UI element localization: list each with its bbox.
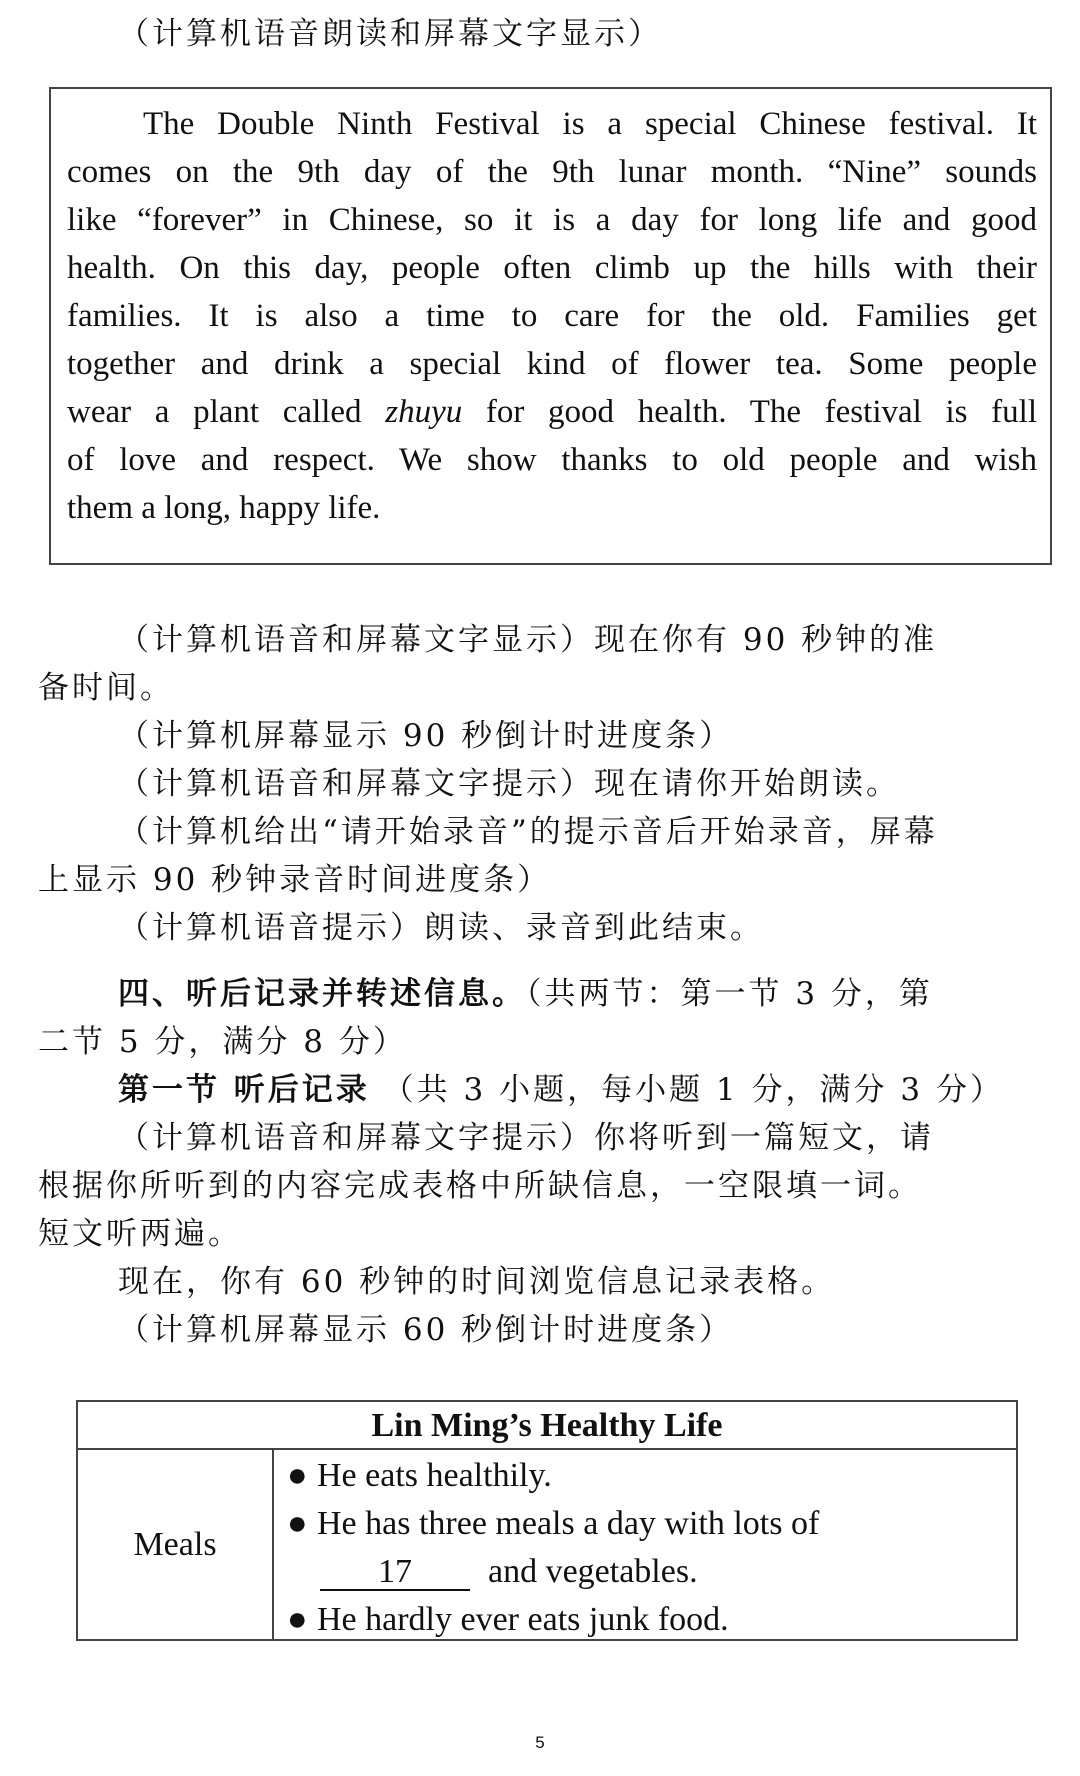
table-title: Lin Ming’s Healthy Life (78, 1402, 1016, 1450)
table-divider (272, 1450, 274, 1639)
passage-text: for good health. The festival is full (462, 394, 1037, 430)
page-number: 5 (535, 1733, 545, 1752)
passage-line: of love and respect. We show thanks to old people and wish (67, 442, 1037, 478)
table-item-continued (287, 1552, 698, 1592)
instruction-line: （计算机屏幕显示 90 秒倒计时进度条） (118, 718, 734, 754)
bullet-icon: ● (287, 1457, 308, 1494)
passage-line: together and drink a special kind of flower tea. Some people (67, 346, 1037, 382)
table-row-label: Meals (133, 1525, 217, 1563)
section-heading-rest: （共两节：第一节 3 分，第 (526, 976, 933, 1012)
table-item (287, 1504, 819, 1544)
top-note: （计算机语音朗读和屏幕文字显示） (118, 16, 662, 52)
instruction-line: 根据你所听到的内容完成表格中所缺信息，一空限填一词。 (38, 1168, 922, 1204)
table-item-text: and vegetables. (488, 1553, 698, 1590)
instruction-line: 短文听两遍。 (38, 1216, 242, 1252)
instruction-line: 上显示 90 秒钟录音时间进度条） (38, 862, 552, 898)
instruction-line: （计算机给出“请开始录音”的提示音后开始录音，屏幕 (118, 814, 938, 850)
passage-line: comes on the 9th day of the 9th lunar month. “Nine” sounds (67, 154, 1037, 190)
instruction-line: 备时间。 (38, 670, 174, 706)
passage-italic-word: zhuyu (385, 394, 463, 430)
table-item-text: He hardly ever eats junk food. (317, 1601, 729, 1638)
passage-line (67, 392, 1037, 432)
table-item (287, 1456, 552, 1496)
passage-line: The Double Ninth Festival is a special Chinese festival. It (143, 106, 1037, 142)
table-item (287, 1600, 729, 1640)
part-heading (118, 1070, 1004, 1110)
section-heading (118, 974, 933, 1014)
bullet-icon: ● (287, 1505, 308, 1542)
instruction-line: （计算机语音提示）朗读、录音到此结束。 (118, 910, 764, 946)
passage-text: wear a plant called (67, 394, 386, 430)
passage-line: them a long, happy life. (67, 490, 381, 526)
info-table (76, 1400, 1018, 1641)
instruction-line: （计算机语音和屏幕文字显示）现在你有 90 秒钟的准 (118, 622, 938, 658)
passage-line: families. It is also a time to care for the old. Families get (67, 298, 1037, 334)
part-heading-bold: 第一节 听后记录 (118, 1072, 370, 1108)
part-heading-rest: （共 3 小题，每小题 1 分，满分 3 分） (369, 1072, 1004, 1108)
section-heading-line2: 二节 5 分，满分 8 分） (38, 1024, 407, 1060)
passage-line: health. On this day, people often climb up the hills with their (67, 250, 1037, 286)
table-item-text: He has three meals a day with lots of (317, 1505, 820, 1542)
table-item-text: He eats healthily. (317, 1457, 552, 1494)
instruction-line: （计算机语音和屏幕文字提示）现在请你开始朗读。 (118, 766, 900, 802)
answer-blank-17[interactable]: 17 (320, 1555, 470, 1591)
instruction-line: 现在，你有 60 秒钟的时间浏览信息记录表格。 (118, 1264, 836, 1300)
instruction-line: （计算机语音和屏幕文字提示）你将听到一篇短文，请 (118, 1120, 934, 1156)
instruction-line: （计算机屏幕显示 60 秒倒计时进度条） (118, 1312, 734, 1348)
passage-line: like “forever” in Chinese, so it is a day for long life and good (67, 202, 1037, 238)
bullet-icon: ● (287, 1601, 308, 1638)
section-heading-bold: 四、听后记录并转述信息。 (118, 976, 526, 1012)
